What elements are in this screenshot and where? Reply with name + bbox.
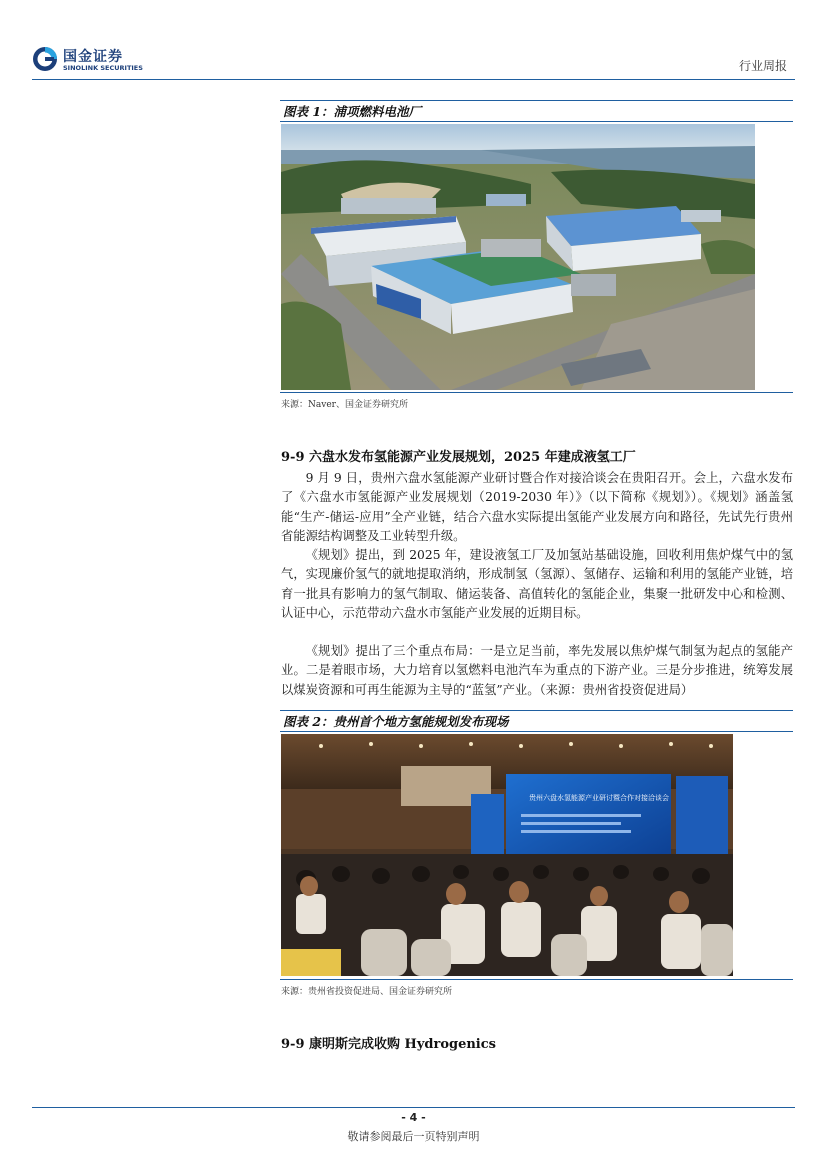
figure1-top-rule <box>280 100 793 101</box>
report-type-label: 行业周报 <box>738 59 787 73</box>
section1-paragraph-3: 《规划》提出了三个重点布局：一是立足当前，率先发展以焦炉煤气制氢为起点的氢能产业。二是着眼市场，大力培育以氢燃料电池汽车为重点的下游产业。三是分步推进，统筹发展以煤炭资源和可再生能源为主导的“蓝氢”产业。（来源：贵州省投资促进局） <box>281 644 793 697</box>
figure2-top-rule <box>280 710 793 711</box>
figure2-source: 来源：贵州省投资促进局、国金证券研究所 <box>281 987 453 997</box>
page-header <box>0 0 827 82</box>
figure2-photo-conference <box>281 734 733 976</box>
logo-chinese-name: 国金证券 <box>63 49 123 65</box>
figure2-bottom-rule <box>280 979 793 980</box>
footer-disclaimer: 敬请参阅最后一页特别声明 <box>347 1130 480 1143</box>
figure2-title-rule <box>280 731 793 732</box>
conference-screen-text: 贵州六盘水氢能源产业研讨暨合作对接洽谈会 <box>529 794 669 802</box>
company-logo <box>32 44 162 80</box>
section1-heading: 9-9 六盘水发布氢能源产业发展规划，2025 年建成液氢工厂 <box>281 450 636 465</box>
header-divider <box>32 79 795 80</box>
figure1-photo-fuel-cell-plant <box>281 124 755 390</box>
figure1-title: 图表 1：浦项燃料电池厂 <box>283 104 422 119</box>
figure2-title: 图表 2：贵州首个地方氢能规划发布现场 <box>283 714 509 729</box>
page-number: - 4 - <box>401 1111 426 1124</box>
figure1-bottom-rule <box>280 392 793 393</box>
figure1-source: 来源：Naver、国金证券研究所 <box>281 400 408 410</box>
conference-hall-image <box>281 734 733 976</box>
section1-paragraph-1: 9 月 9 日，贵州六盘水氢能源产业研讨暨合作对接洽谈会在贵阳召开。会上，六盘水发布了《六盘水市氢能源产业发展规划（2019-2030 年）》（以下简称《规划》）。《规划》涵盖氢能“生产-储运-应用”全产业链，结合六盘水实际提出氢能产业发展方向和路径，先试先行贵州省能源结构调整及工业转型升级。 <box>281 471 793 543</box>
logo-english-name: SINOLINK SECURITIES <box>63 64 143 72</box>
footer-divider <box>32 1107 795 1108</box>
section1-paragraph-2: 《规划》提出，到 2025 年，建设液氢工厂及加氢站基础设施，回收利用焦炉煤气中的氢气，实现廉价氢气的就地提取消纳，形成制氢（氢源）、氢储存、运输和利用的氢能产业链，培育一批具有影响力的氢气制取、储运装备、高值转化的氢能企业，集聚一批研发中心和检测、认证中心，示范带动六盘水市氢能产业发展的近期目标。 <box>281 548 793 620</box>
figure1-title-rule <box>280 121 793 122</box>
section2-heading: 9-9 康明斯完成收购 Hydrogenics <box>281 1037 496 1052</box>
fuel-cell-plant-aerial-image <box>281 124 755 390</box>
logo-mark-icon <box>32 46 58 72</box>
